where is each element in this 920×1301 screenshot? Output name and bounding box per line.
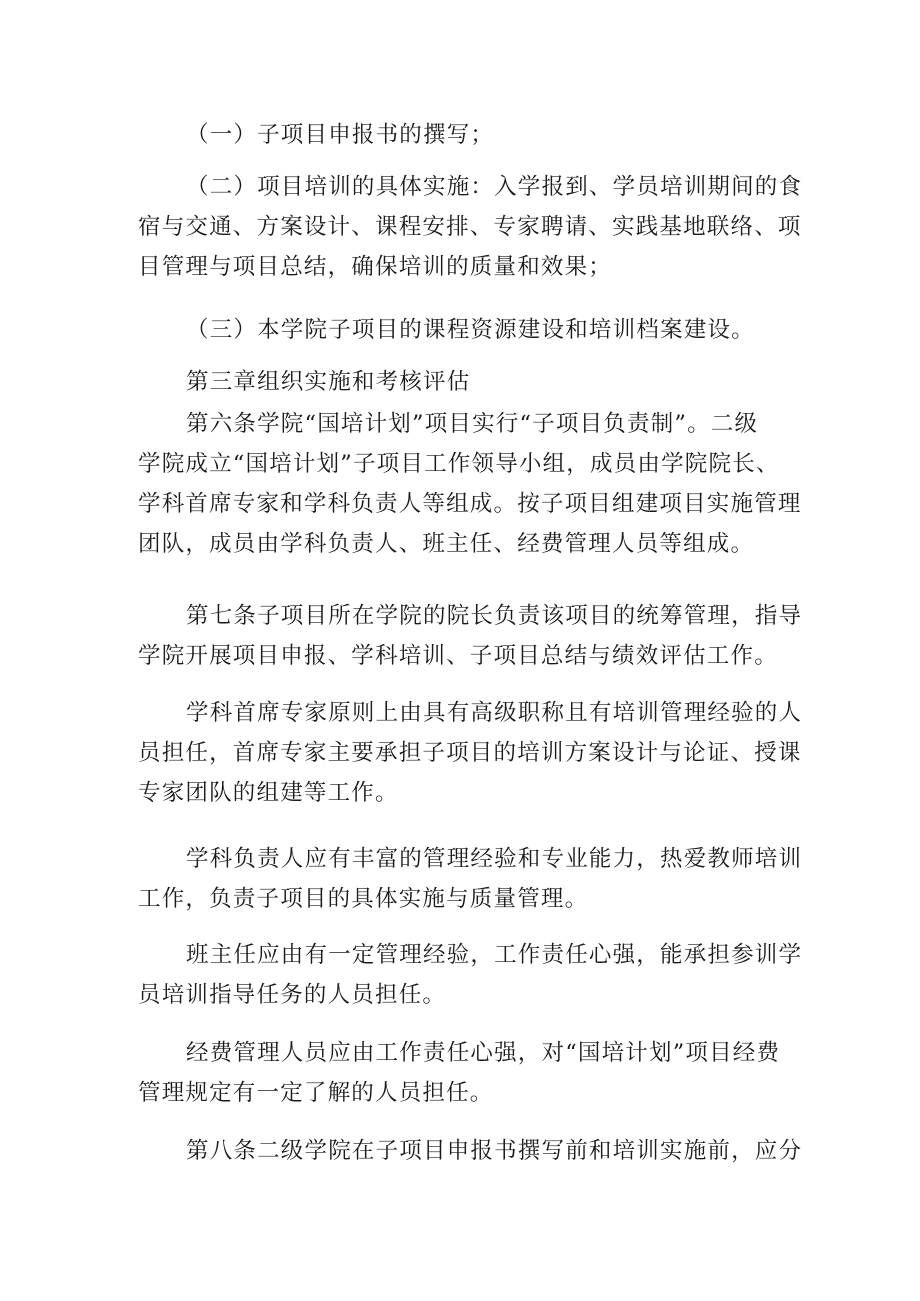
text-line: 宿与交通、方案设计、课程安排、专家聘请、实践基地联络、项	[138, 214, 802, 240]
chapter-heading	[138, 362, 790, 402]
text-line: 学科负责人应有丰富的管理经验和专业能力，热爱教师培训	[186, 846, 803, 872]
text-line: 学科首席专家和学科负责人等组成。按子项目组建项目实施管理	[138, 491, 802, 517]
text-line: 团队，成员由学科负责人、班主任、经费管理人员等组成。	[138, 531, 755, 557]
paragraph-item-8	[138, 839, 803, 919]
text-line: 专家团队的组建等工作。	[138, 780, 399, 806]
paragraph-item-3	[138, 310, 790, 350]
text-line: （三）本学院子项目的课程资源建设和培训档案建设。	[186, 317, 755, 343]
text-line: 员担任，首席专家主要承担子项目的培训方案设计与论证、授课	[138, 740, 802, 766]
paragraph-item-9	[138, 935, 803, 1015]
text-line: 学院成立“国培计划”子项目工作领导小组，成员由学院院长、	[138, 451, 780, 477]
paragraph-item-10	[138, 1033, 790, 1113]
text-line: 工作，负责子项目的具体实施与质量管理。	[138, 886, 589, 912]
text-line: 学科首席专家原则上由具有高级职称且有培训管理经验的人	[186, 700, 803, 726]
paragraph-item-6	[138, 596, 803, 676]
text-line: 目管理与项目总结，确保培训的质量和效果；	[138, 254, 613, 280]
paragraph-item-7	[138, 693, 803, 813]
text-line: 第三章组织实施和考核评估	[186, 369, 471, 395]
text-line: 员培训指导任务的人员担任。	[138, 982, 447, 1008]
paragraph-item-2	[138, 167, 803, 287]
text-line: 经费管理人员应由工作责任心强，对“国培计划”项目经费	[186, 1040, 781, 1066]
text-line: 第六条学院“国培计划”项目实行“子项目负责制”。二级	[186, 411, 759, 437]
paragraph-item-1	[138, 115, 790, 155]
text-line: 第七条子项目所在学院的院长负责该项目的统筹管理，指导	[186, 603, 803, 629]
text-line: 第八条二级学院在子项目申报书撰写前和培训实施前，应分	[186, 1138, 803, 1164]
text-line: （一）子项目申报书的撰写；	[186, 122, 495, 148]
paragraph-item-11	[138, 1131, 803, 1171]
text-line: 班主任应由有一定管理经验，工作责任心强，能承担参训学	[186, 942, 803, 968]
text-line: （二）项目培训的具体实施：入学报到、学员培训期间的食	[186, 174, 803, 200]
text-line: 管理规定有一定了解的人员担任。	[138, 1080, 494, 1106]
text-line: 学院开展项目申报、学科培训、子项目总结与绩效评估工作。	[138, 643, 778, 669]
paragraph-item-5	[138, 404, 802, 564]
